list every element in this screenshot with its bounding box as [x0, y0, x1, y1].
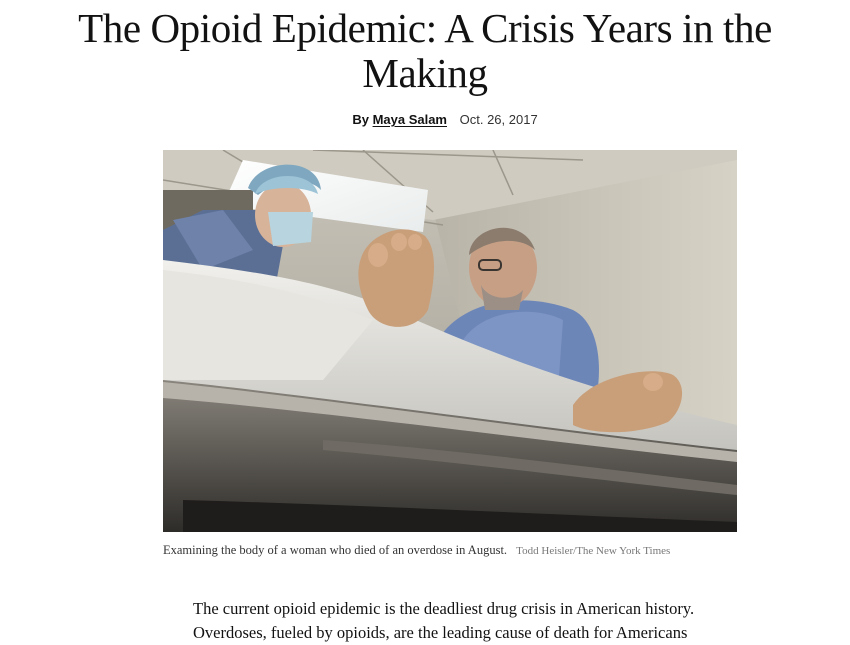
- article-headline: The Opioid Epidemic: A Crisis Years in the Making: [78, 5, 772, 96]
- publish-date: Oct. 26, 2017: [459, 112, 538, 127]
- article-photo: [163, 150, 737, 532]
- caption-text: Examining the body of a woman who died of an overdose in August.: [163, 543, 508, 557]
- author-link[interactable]: Maya Salam: [372, 112, 447, 127]
- byline-prefix: By: [352, 112, 369, 127]
- article-paragraph: The current opioid epidemic is the deadliest drug crisis in American history. Overdoses, fueled by opioids, are the leading cause of death for Americans: [193, 599, 695, 642]
- byline: [0, 111, 850, 129]
- photo-caption: [163, 542, 763, 559]
- photo-credit: Todd Heisler/The New York Times: [516, 545, 671, 557]
